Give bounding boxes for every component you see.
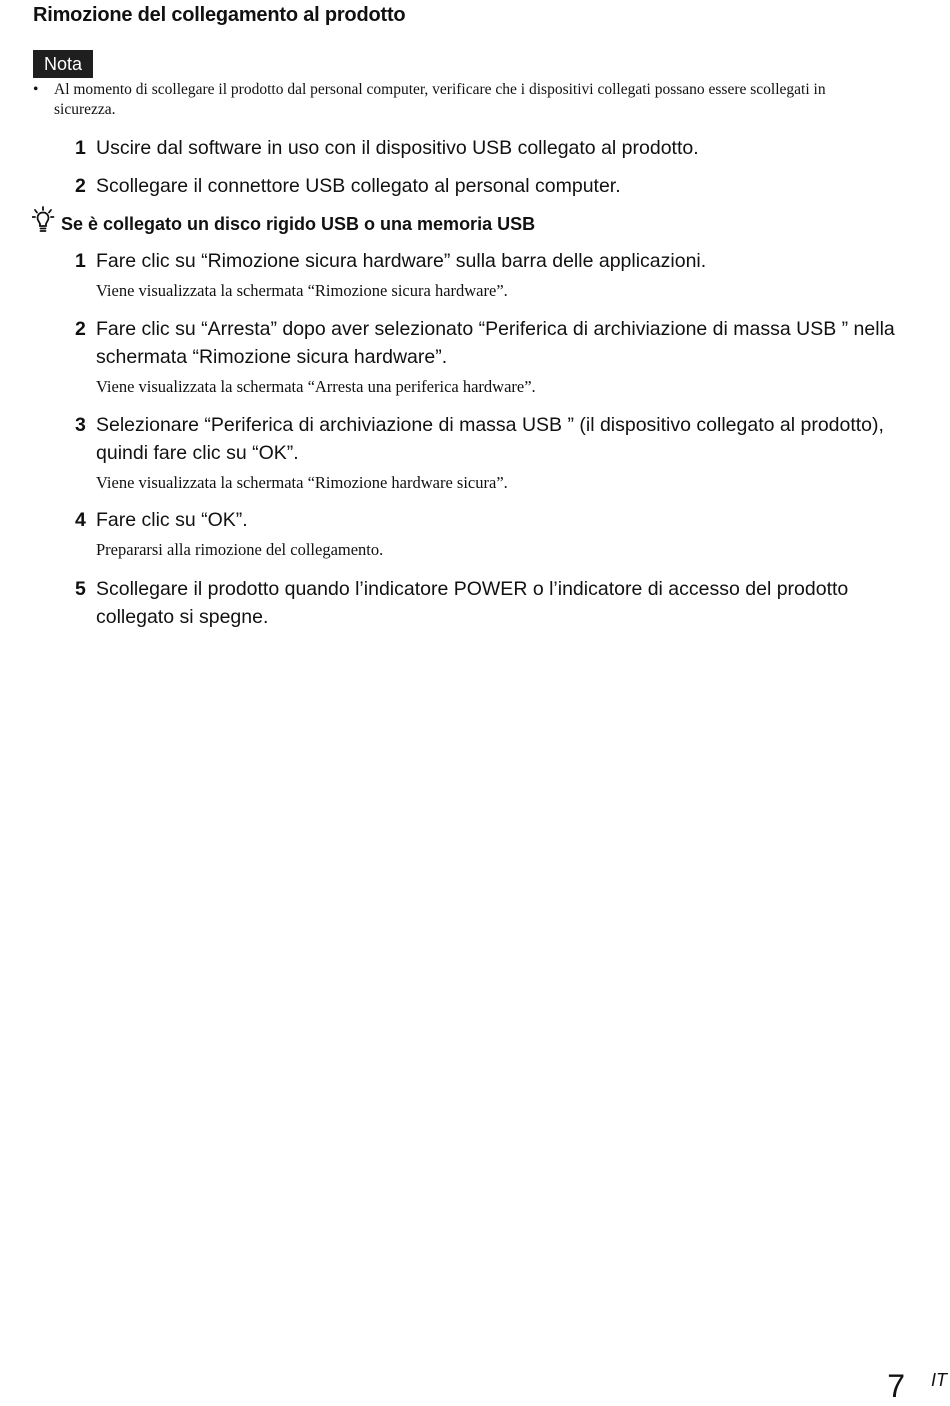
step-result: Viene visualizzata la schermata “Rimozione sicura hardware”.: [96, 281, 508, 300]
tip-step-5: [75, 575, 905, 631]
bullet-icon: •: [33, 81, 39, 98]
step-text: Uscire dal software in uso con il dispositivo USB collegato al prodotto.: [96, 137, 699, 159]
page-language-code: IT: [931, 1370, 947, 1390]
step-text: Fare clic su “Arresta” dopo aver selezionato “Periferica di archiviazione di massa USB ” nella schermata “Rimozione sicura hardware”.: [96, 318, 895, 368]
note-text: Al momento di scollegare il prodotto dal personal computer, verificare che i dispositivi collegati possano essere scollegati in sicurezza.: [54, 81, 826, 118]
step-number: 1: [75, 250, 86, 272]
step-number: 2: [75, 175, 86, 197]
tip-heading-text: Se è collegato un disco rigido USB o una memoria USB: [61, 214, 536, 234]
tip-step-4: [75, 506, 905, 561]
step-text: Scollegare il prodotto quando l’indicatore POWER o l’indicatore di accesso del prodotto collegato si spegne.: [96, 578, 849, 628]
main-step-1: [75, 134, 905, 162]
page-number: 7: [887, 1368, 905, 1404]
tip-step-3: [75, 411, 905, 494]
note-badge: Nota: [33, 50, 93, 78]
step-number: 5: [75, 578, 86, 600]
lightbulb-icon: [32, 206, 58, 236]
step-text: Scollegare il connettore USB collegato al personal computer.: [96, 175, 621, 197]
tip-step-2: [75, 315, 905, 398]
step-text: Fare clic su “OK”.: [96, 509, 248, 531]
step-number: 4: [75, 509, 86, 531]
section-title: Rimozione del collegamento al prodotto: [33, 4, 406, 26]
step-result: Viene visualizzata la schermata “Rimozione hardware sicura”.: [96, 473, 508, 492]
step-result: Prepararsi alla rimozione del collegamento.: [96, 540, 384, 559]
step-number: 1: [75, 137, 86, 159]
step-number: 2: [75, 318, 86, 340]
main-step-2: [75, 172, 905, 200]
step-number: 3: [75, 414, 86, 436]
note-item: [33, 80, 853, 120]
step-text: Fare clic su “Rimozione sicura hardware” sulla barra delle applicazioni.: [96, 250, 707, 272]
tip-step-1: [75, 247, 905, 302]
step-text: Selezionare “Periferica di archiviazione di massa USB ” (il dispositivo collegato al prodotto), quindi fare clic su “OK”.: [96, 414, 884, 464]
step-result: Viene visualizzata la schermata “Arresta una periferica hardware”.: [96, 377, 536, 396]
